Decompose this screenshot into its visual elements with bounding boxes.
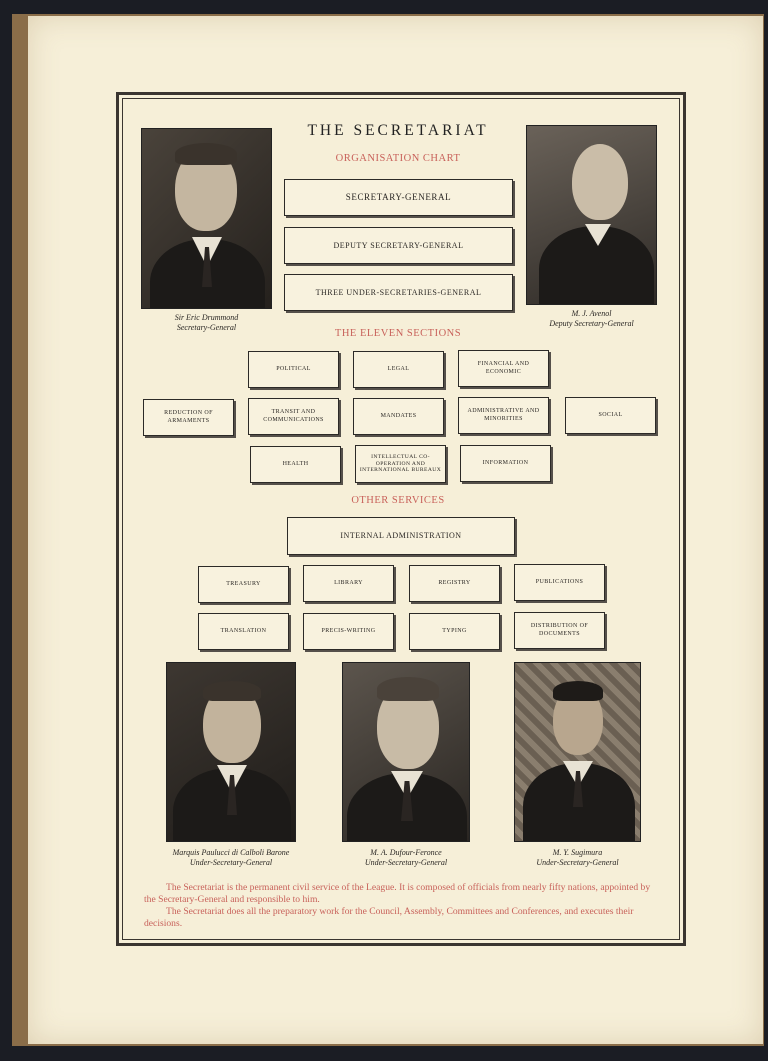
caption-sugimura-role: Under-Secretary-General <box>536 858 619 868</box>
chart-subtitle: ORGANISATION CHART <box>335 153 461 164</box>
caption-avenol-role: Deputy Secretary-General <box>549 319 634 329</box>
caption-dufour-name: M. A. Dufour-Feronce <box>370 848 442 857</box>
box-political: POLITICAL <box>248 351 339 388</box>
box-secretary-general: SECRETARY-GENERAL <box>284 179 513 216</box>
box-translation: TRANSLATION <box>198 613 289 650</box>
caption-paulucci-name: Marquis Paulucci di Calboli Barone <box>172 848 290 857</box>
footer-paragraph-2-text: The Secretariat does all the preparatory work for the Council, Assembly, Committees and Conferences, and executes their decisions. <box>144 906 634 930</box>
caption-dufour-role: Under-Secretary-General <box>364 858 448 868</box>
box-reduction-armaments: REDUCTION OF ARMAMENTS <box>143 399 234 436</box>
box-health: HEALTH <box>250 446 341 483</box>
box-distribution-documents: DISTRIBUTION OF DOCUMENTS <box>514 612 605 649</box>
box-publications: PUBLICATIONS <box>514 564 605 601</box>
caption-drummond-name: Sir Eric Drummond <box>174 313 239 322</box>
caption-paulucci-role: Under-Secretary-General <box>189 858 273 868</box>
box-financial-economic: FINANCIAL AND ECONOMIC <box>458 350 549 387</box>
box-internal-administration: INTERNAL ADMINISTRATION <box>287 517 515 555</box>
footer-paragraph-1 <box>144 882 664 907</box>
caption-sugimura-name: M. Y. Sugimura <box>552 848 603 857</box>
services-heading: OTHER SERVICES <box>351 495 445 506</box>
box-intellectual-cooperation: INTELLECTUAL CO-OPERATION AND INTERNATIONAL BUREAUX <box>355 445 446 483</box>
caption-sugimura <box>500 848 655 869</box>
caption-drummond-role: Secretary-General <box>176 323 237 333</box>
portrait-dufour <box>342 662 470 842</box>
sections-heading: THE ELEVEN SECTIONS <box>334 328 462 339</box>
box-administrative-minorities: ADMINISTRATIVE AND MINORITIES <box>458 397 549 434</box>
box-mandates: MANDATES <box>353 398 444 435</box>
caption-drummond <box>130 313 283 334</box>
box-under-secretaries-general: THREE UNDER-SECRETARIES-GENERAL <box>284 274 513 311</box>
portrait-sugimura <box>514 662 641 842</box>
footer-paragraph-1-text: The Secretariat is the permanent civil service of the League. It is composed of officials from nearly fifty nations, appointed by the Secretary-General and responsible to him. <box>144 882 651 906</box>
portrait-drummond <box>141 128 272 309</box>
caption-paulucci <box>150 848 312 869</box>
box-social: SOCIAL <box>565 397 656 434</box>
caption-dufour <box>330 848 482 869</box>
footer-paragraph-2 <box>144 906 664 931</box>
box-legal: LEGAL <box>353 351 444 388</box>
portrait-avenol <box>526 125 657 305</box>
box-library: LIBRARY <box>303 565 394 602</box>
caption-avenol <box>515 309 668 330</box>
caption-avenol-name: M. J. Avenol <box>571 309 612 318</box>
box-transit-communications: TRANSIT AND COMMUNICATIONS <box>248 398 339 435</box>
portrait-paulucci <box>166 662 296 842</box>
box-precis-writing: PRECIS-WRITING <box>303 613 394 650</box>
box-deputy-secretary-general: DEPUTY SECRETARY-GENERAL <box>284 227 513 264</box>
box-treasury: TREASURY <box>198 566 289 603</box>
page-title: THE SECRETARIAT <box>307 122 489 139</box>
box-information: INFORMATION <box>460 445 551 482</box>
box-typing: TYPING <box>409 613 500 650</box>
box-registry: REGISTRY <box>409 565 500 602</box>
